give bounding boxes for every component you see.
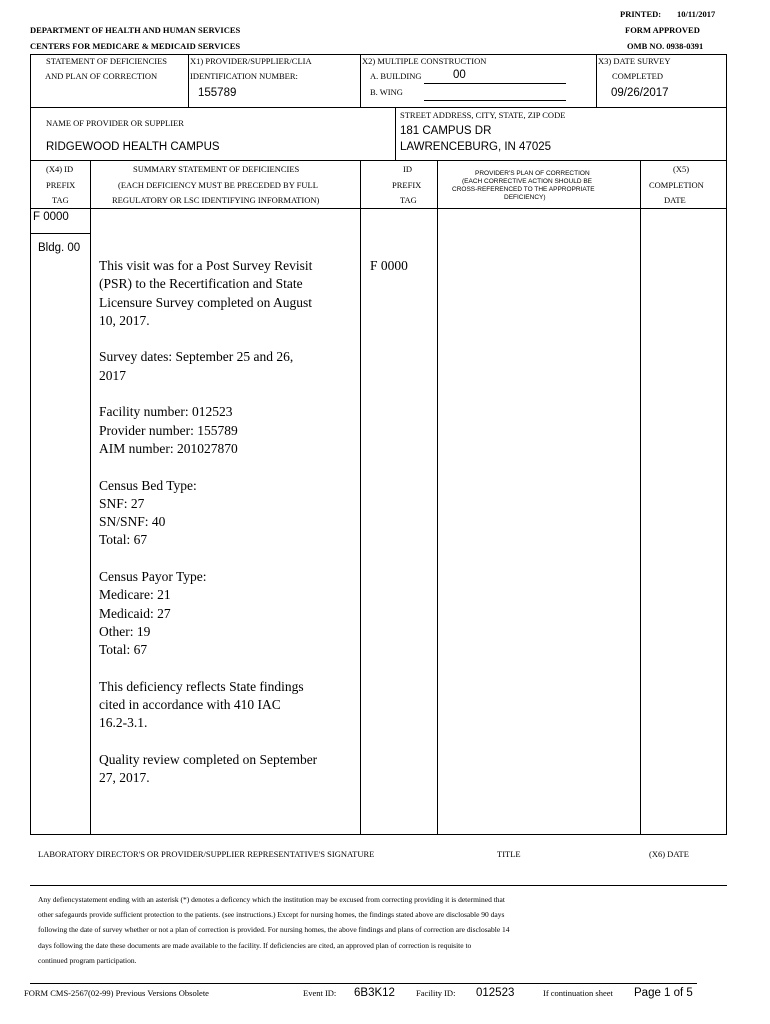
body-divider-plan <box>640 160 641 834</box>
address-line-1: 181 CAMPUS DR <box>400 125 492 137</box>
footnote <box>38 892 510 968</box>
building-underline <box>424 83 566 84</box>
column-header-bottom <box>30 208 727 209</box>
summary-paragraph: Facility number: 012523 Provider number: 155789 AIM number: 201027870 <box>99 404 238 456</box>
summary-label-3: REGULATORY OR LSC IDENTIFYING INFORMATION) <box>112 195 320 205</box>
summary-paragraph: This deficiency reflects State findings cited in accordance with 410 IAC 16.2-3.1. <box>99 678 304 731</box>
body-right-border <box>726 160 727 834</box>
date-survey-label: X3) DATE SURVEY <box>598 56 671 66</box>
form-approved: FORM APPROVED <box>625 25 700 35</box>
date-survey-value: 09/26/2017 <box>611 87 669 99</box>
summary-paragraph: Census Payor Type: Medicare: 21 Medicaid: 27 Other: 19 Total: 67 <box>99 569 207 658</box>
right-border-provider <box>726 108 727 160</box>
body-divider-tag <box>90 160 91 834</box>
statement-label-1: STATEMENT OF DEFICIENCIES <box>46 56 168 66</box>
id-label: ID <box>403 164 412 174</box>
signature-bottom-border <box>30 885 727 886</box>
date-label: DATE <box>664 195 686 205</box>
omb-number: OMB NO. 0938-0391 <box>627 41 704 51</box>
divider-box1-box2 <box>188 54 189 108</box>
bottom-rule <box>30 983 697 984</box>
completion-label: COMPLETION <box>649 180 704 190</box>
printed-label: PRINTED: <box>620 9 662 19</box>
footnote-line: following the date of survey whether or not a plan of correction is provided. For nursing homes, the above findings and plans of correction are disclosable 14 <box>38 925 510 935</box>
address-line-2: LAWRENCEBURG, IN 47025 <box>400 141 552 153</box>
divider-name-address <box>395 108 396 160</box>
plan-label-2: (EACH CORRECTIVE ACTION SHOULD BE <box>462 178 593 185</box>
title-label: TITLE <box>497 849 521 859</box>
address-label: STREET ADDRESS, CITY, STATE, ZIP CODE <box>400 110 566 120</box>
id-tag-label: TAG <box>400 195 417 205</box>
provider-name-value: RIDGEWOOD HEALTH CAMPUS <box>46 141 220 153</box>
right-border-top <box>726 54 727 108</box>
continuation-label: If continuation sheet <box>543 988 613 998</box>
provider-id-value: 155789 <box>198 87 237 99</box>
tag-cell-line <box>30 233 91 234</box>
facility-id-value: 012523 <box>476 987 515 999</box>
signature-top-border <box>30 834 727 835</box>
divider-box3-box4 <box>596 54 597 108</box>
footnote-line: Any defiencystatement ending with an asterisk (*) denotes a deficency which the institution may be excused from correcting providing it is determined that <box>38 895 505 904</box>
left-border-top <box>30 54 31 108</box>
divider-box2-box3 <box>360 54 361 108</box>
printed-date: 10/11/2017 <box>677 9 716 19</box>
x4-tag-label: TAG <box>52 195 69 205</box>
x5-label: (X5) <box>673 164 690 174</box>
summary-paragraph: Survey dates: September 25 and 26, 2017 <box>99 349 294 383</box>
top-border <box>30 54 726 55</box>
left-border-provider <box>30 108 31 160</box>
statement-label-2: AND PLAN OF CORRECTION <box>45 71 158 81</box>
body-divider-id <box>437 160 438 834</box>
form-number: FORM CMS-2567(02-99) Previous Versions Obsolete <box>24 988 209 998</box>
summary-paragraph: Quality review completed on September 27, 2017. <box>99 752 318 786</box>
row2-bottom <box>30 160 727 161</box>
provider-name-label: NAME OF PROVIDER OR SUPPLIER <box>46 118 184 128</box>
summary-paragraph: Census Bed Type: SNF: 27 SN/SNF: 40 Total: 67 <box>99 477 197 548</box>
event-id-value: 6B3K12 <box>354 987 395 999</box>
row1-bottom <box>30 107 727 108</box>
summary-label-2: (EACH DEFICIENCY MUST BE PRECEDED BY FULL <box>118 180 318 190</box>
plan-label-4: DEFICIENCY) <box>504 194 546 201</box>
wing-underline <box>424 100 566 101</box>
summary-paragraph: This visit was for a Post Survey Revisit (PSR) to the Recertification and State Licensure Survey completed on August 10, 2017. <box>99 258 313 328</box>
completed-label: COMPLETED <box>612 71 663 81</box>
department-name: DEPARTMENT OF HEALTH AND HUMAN SERVICES <box>30 25 241 35</box>
wing-label: B. WING <box>370 87 403 97</box>
x4-prefix-label: PREFIX <box>46 180 76 190</box>
footnote-line: continued program participation. <box>38 955 137 965</box>
event-id-label: Event ID: <box>303 988 337 998</box>
id-prefix-label: PREFIX <box>392 180 422 190</box>
page-number: Page 1 of 5 <box>634 987 693 999</box>
deficiency-tag: F 0000 <box>33 211 69 223</box>
provider-id-label-1: X1) PROVIDER/SUPPLIER/CLIA <box>190 56 312 66</box>
plan-label-1: PROVIDER'S PLAN OF CORRECTION <box>475 170 590 177</box>
provider-id-label-2: IDENTIFICATION NUMBER: <box>190 71 298 81</box>
plan-tag: F 0000 <box>370 258 408 273</box>
summary-statement <box>99 257 317 806</box>
multiple-construction-label: X2) MULTIPLE CONSTRUCTION <box>362 56 487 66</box>
x6-date-label: (X6) DATE <box>649 849 689 859</box>
signature-label: LABORATORY DIRECTOR'S OR PROVIDER/SUPPLIER REPRESENTATIVE'S SIGNATURE <box>38 849 375 859</box>
plan-label-3: CROSS-REFERENCED TO THE APPROPRIATE <box>452 186 595 193</box>
facility-id-label: Facility ID: <box>416 988 456 998</box>
x4-id-label: (X4) ID <box>46 164 74 174</box>
building-label: A. BUILDING <box>370 71 422 81</box>
summary-label-1: SUMMARY STATEMENT OF DEFICIENCIES <box>133 164 300 174</box>
footnote-line: other safegaurds provide sufficient protection to the patients. (see instructions.) Except for nursing homes, the findings stated above are disclosable 90 days <box>38 910 505 920</box>
building-value: 00 <box>453 69 466 81</box>
centers-name: CENTERS FOR MEDICARE & MEDICAID SERVICES <box>30 41 241 51</box>
building-tag: Bldg. 00 <box>38 242 81 254</box>
body-left-border <box>30 160 31 834</box>
footnote-line: days following the date these documents are made available to the facility. If deficiencies are cited, an approved plan of correction is requisite to <box>38 940 472 950</box>
body-divider-summary <box>360 160 361 834</box>
